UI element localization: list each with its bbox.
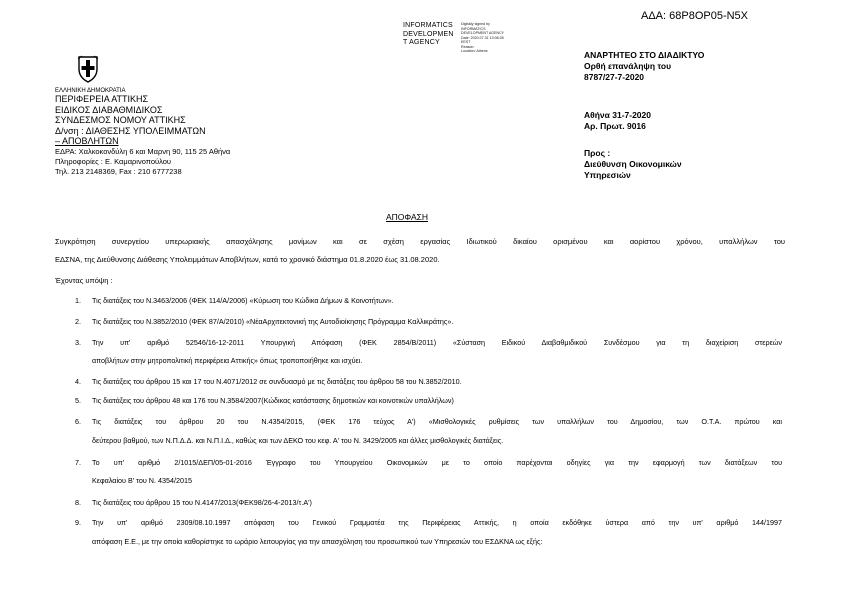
posting-label: ΑΝΑΡΤΗΤΕΟ ΣΤΟ ΔΙΑΔΙΚΤΥΟ bbox=[584, 50, 705, 60]
item-number: 3. bbox=[75, 338, 81, 347]
recipient-block bbox=[584, 148, 682, 181]
signer-name bbox=[403, 22, 459, 48]
body-label: ΕΙΔΙΚΟΣ ΔΙΑΒΑΘΜΙΔΙΚΟΣ bbox=[55, 104, 163, 115]
correction-label: Ορθή επανάληψη του bbox=[584, 61, 672, 71]
department-label: Δ/νση : ΔΙΑΘΕΣΗΣ ΥΠΟΛΕΙΜΜΑΤΩΝ bbox=[55, 125, 206, 136]
signature-detail: EEST bbox=[461, 40, 471, 44]
item-text: αποβλήτων στην μητροπολιτική περιφέρεια Αττικής» όπως τροποποιήθηκε και ισχύει. bbox=[92, 356, 363, 365]
item-number: 7. bbox=[75, 458, 81, 467]
greek-coat-of-arms-icon bbox=[77, 55, 99, 83]
item-number: 2. bbox=[75, 317, 81, 326]
item-text: Την υπ' αριθμό 2309/08.10.1997 απόφαση του Γενικού Γραμματέα της Περιφέρειας Αττικής, η οποία εκδόθηκε ύστερα από την υπ' αριθμό 144/1997 bbox=[92, 518, 782, 527]
recipient-label: Προς : bbox=[584, 148, 611, 158]
recipient-name: Διεύθυνση Οικονομικών bbox=[584, 159, 682, 169]
item-text: Τις διατάξεις του άρθρου 20 του Ν.4354/2015, (ΦΕΚ 176 τεύχος Α') «Μισθολογικές ρυθμίσεις των υπαλλήλων του Δημοσίου, των Ο.Τ.Α. πρώτου και bbox=[92, 417, 782, 426]
signature-detail: DEVELOPMENT AGENCY bbox=[461, 31, 505, 35]
item-number: 5. bbox=[75, 396, 81, 405]
posting-notice bbox=[584, 50, 704, 83]
protocol-number: Αρ. Πρωτ. 9016 bbox=[584, 121, 646, 131]
item-text: Την υπ' αριθμό 52546/16-12-2011 Υπουργική Απόφαση (ΦΕΚ 2854/Β/2011) «Σύσταση Ειδικού Διαβαθμιδικού Συνδέσμου για τη διαχείριση στερεών bbox=[92, 338, 782, 347]
item-number: 1. bbox=[75, 296, 81, 305]
signature-detail: Reason: bbox=[461, 44, 475, 49]
contact-person: Πληροφορίες : Ε. Καμαρινοπούλου bbox=[55, 156, 172, 166]
recipient-name: Υπηρεσιών bbox=[584, 170, 631, 180]
date-protocol bbox=[584, 110, 651, 132]
signer-line: INFORMATICS bbox=[403, 22, 453, 29]
having-regard-label: Έχοντας υπόψη : bbox=[55, 276, 113, 285]
item-text: απόφαση Ε.Ε., με την οποία καθορίστηκε το ωράριο λειτουργίας για την απασχόληση του προσωπικού των Υπηρεσιών του ΕΣΔΚΝΑ ως εξής: bbox=[92, 537, 543, 546]
signature-detail: Location: Athens bbox=[461, 49, 488, 53]
item-number: 8. bbox=[75, 498, 81, 507]
signer-line: DEVELOPMEN bbox=[403, 30, 454, 38]
address-text: ΕΔΡΑ: Χαλκοκονδύλη 6 και Μαρνη 90, 115 25 Αθήνα bbox=[55, 146, 231, 156]
signature-detail: Date: 2020.07.31 13:08:28 bbox=[461, 35, 504, 40]
signature-detail: INFORMATICS bbox=[461, 26, 486, 31]
signature-details bbox=[461, 22, 521, 54]
subject-line: Συγκρότηση συνεργείου υπερωριακής απασχόλησης μονίμων και σε σχέση εργασίας Ιδιωτικού δικαίου ορισμένου και αορίστου χρόνου, υπαλλήλων του bbox=[55, 237, 785, 246]
phone-fax: Τηλ. 213 2148369, Fax : 210 6777238 bbox=[55, 166, 182, 176]
item-text: Κεφαλαίου Β' του Ν. 4354/2015 bbox=[92, 476, 192, 485]
body-label: ΣΥΝΔΕΣΜΟΣ ΝΟΜΟΥ ΑΤΤΙΚΗΣ bbox=[55, 115, 186, 125]
item-text: Τις διατάξεις του άρθρου 15 του Ν.4147/2013(ΦΕΚ98/26-4-2013/τ.Α') bbox=[92, 498, 312, 507]
signer-line: T AGENCY bbox=[403, 39, 440, 46]
department-label: – ΑΠΟΒΛΗΤΩΝ bbox=[55, 136, 119, 146]
item-text: Τις διατάξεις του Ν.3852/2010 (ΦΕΚ 87/Α/2010) «ΝέαΑρχιτεκτονική της Αυτοδιοίκησης Πρόγραμμα Καλλικράτης». bbox=[92, 317, 454, 326]
subject-line: ΕΔΣΝΑ, της Διεύθυνσης Διάθεσης Υπολειμμάτων Αποβλήτων, κατά το χρονικό διάστημα 01.8.2020 έως 31.08.2020. bbox=[55, 255, 440, 264]
document-title: ΑΠΟΦΑΣΗ bbox=[386, 212, 429, 222]
item-text: Τις διατάξεις του άρθρου 48 και 176 του Ν.3584/2007(Κώδικας κατάστασης δημοτικών και κοινοτικών υπαλλήλων) bbox=[92, 396, 454, 405]
correction-reference: 8787/27-7-2020 bbox=[584, 72, 645, 82]
item-number: 6. bbox=[75, 417, 81, 426]
item-text: Το υπ' αριθμό 2/1015/ΔΕΠ/05-01-2016 Έγγραφο του Υπουργείου Οικονομικών με το οποίο παρέχονται οδηγίες για την εφαρμογή των διατάξεων του bbox=[92, 458, 782, 467]
signature-detail: Digitally signed by bbox=[461, 22, 490, 26]
item-number: 4. bbox=[75, 377, 81, 386]
item-text: Τις διατάξεις του Ν.3463/2006 (ΦΕΚ 114/Α/2006) «Κύρωση του Κώδικα Δήμων & Κοινοτήτων». bbox=[92, 296, 394, 305]
document-date: Αθήνα 31-7-2020 bbox=[584, 110, 651, 120]
organization-header bbox=[55, 88, 230, 177]
item-text: Τις διατάξεις του άρθρου 15 και 17 του Ν.4071/2012 σε συνδυασμό με τις διατάξεις του άρθρου 58 του Ν.3852/2010. bbox=[92, 377, 462, 386]
digital-signature-stamp bbox=[403, 22, 523, 66]
country-label: ΕΛΛΗΝΙΚΗ ΔΗΜΟΚΡΑΤΙΑ bbox=[55, 88, 126, 94]
item-number: 9. bbox=[75, 518, 81, 527]
region-label: ΠΕΡΙΦΕΡΕΙΑ ΑΤΤΙΚΗΣ bbox=[55, 94, 149, 104]
item-text: δεύτερου βαθμού, των Ν.Π.Δ.Δ. και Ν.Π.Ι.Δ., καθώς και των ΔΕΚΟ του κεφ. Α' του Ν. 3429/2005 και άλλες μισθολογικές διατάξεις. bbox=[92, 436, 504, 445]
ada-code: ΑΔΑ: 68Ρ8ΟΡ05-Ν5Χ bbox=[641, 10, 749, 22]
